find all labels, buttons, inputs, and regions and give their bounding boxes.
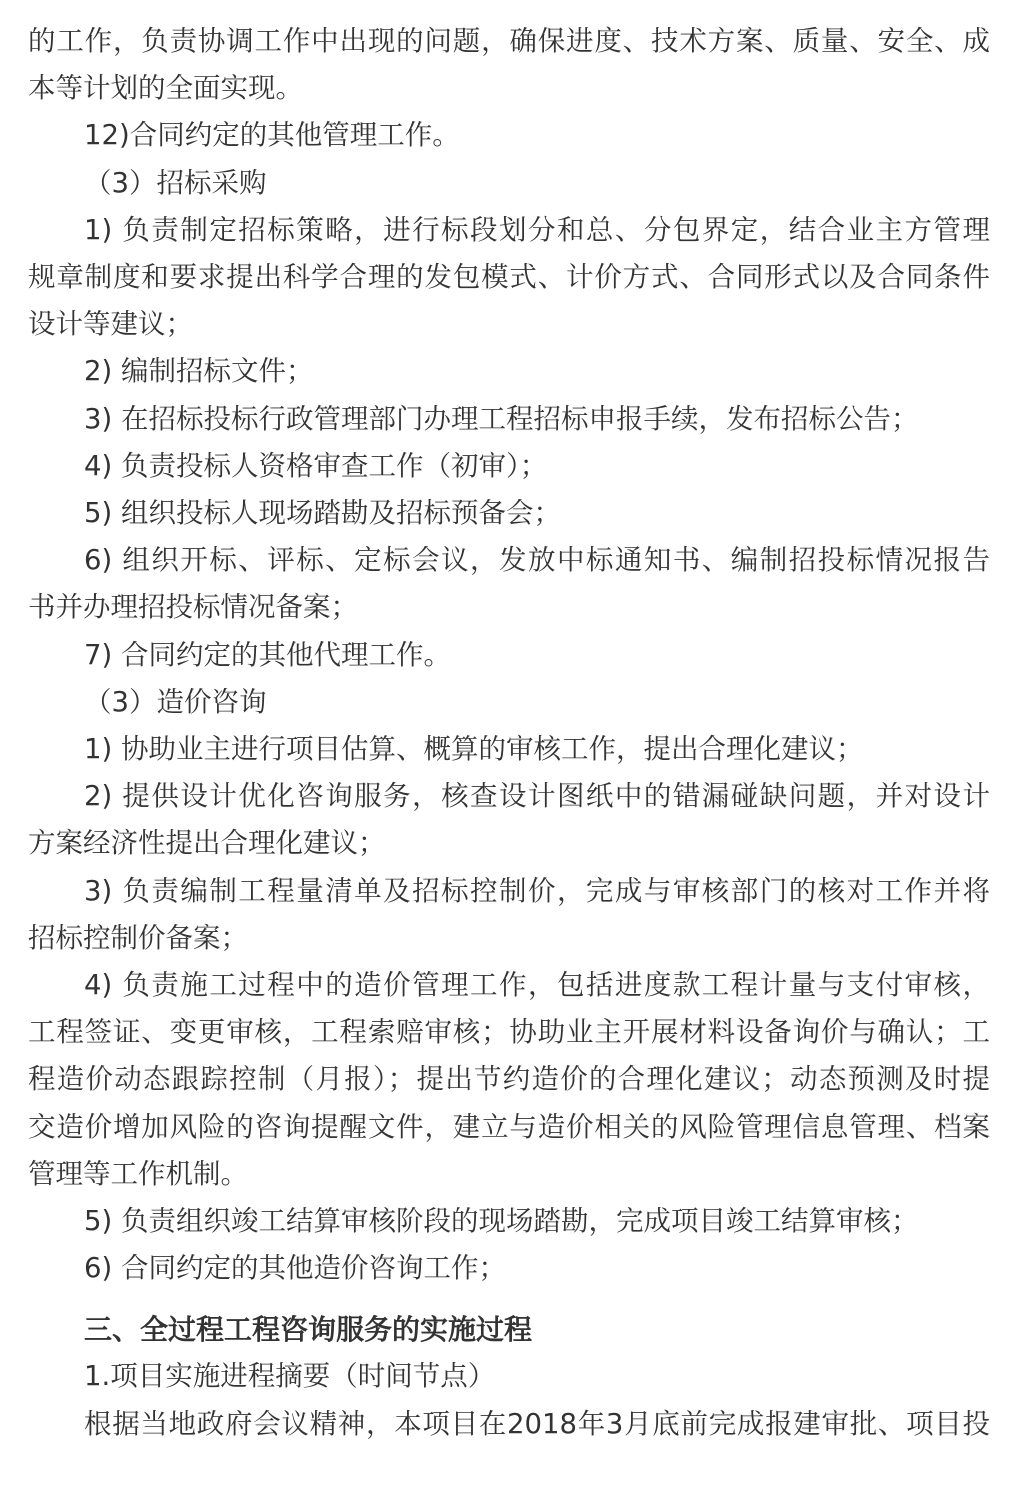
text-line: 规章制度和要求提出科学合理的发包模式、计价方式、合同形式以及合同条件 xyxy=(28,261,990,294)
text-line: 1) 协助业主进行项目估算、概算的审核工作，提出合理化建议； xyxy=(84,733,864,766)
text-line: 工程签证、变更审核，工程索赔审核；协助业主开展材料设备询价与确认；工 xyxy=(28,1016,990,1049)
text-line: 12)合同约定的其他管理工作。 xyxy=(84,119,460,152)
text-line: 5) 负责组织竣工结算审核阶段的现场踏勘，完成项目竣工结算审核； xyxy=(84,1205,919,1238)
section-heading: 三、全过程工程咨询服务的实施过程 xyxy=(84,1313,533,1347)
text-line: 4) 负责施工过程中的造价管理工作，包括进度款工程计量与支付审核， xyxy=(84,969,990,1002)
text-line: 1) 负责制定招标策略，进行标段划分和总、分包界定，结合业主方管理 xyxy=(84,213,990,246)
text-line: 4) 负责投标人资格审查工作（初审）； xyxy=(84,449,548,482)
document-page xyxy=(28,18,990,1448)
document-body-after-heading xyxy=(28,1353,990,1447)
document-body xyxy=(28,18,990,1292)
text-line: 3) 在招标投标行政管理部门办理工程招标申报手续，发布招标公告； xyxy=(84,402,919,435)
text-line: 管理等工作机制。 xyxy=(28,1157,248,1190)
text-line: 招标控制价备案； xyxy=(28,921,248,954)
text-line: 程造价动态跟踪控制（月报）；提出节约造价的合理化建议；动态预测及时提 xyxy=(28,1063,990,1096)
text-line: 2) 编制招标文件； xyxy=(84,355,314,388)
text-line: （3）造价咨询 xyxy=(84,685,267,718)
text-line: 6) 组织开标、评标、定标会议，发放中标通知书、编制招投标情况报告 xyxy=(84,544,990,577)
text-line: 7) 合同约定的其他代理工作。 xyxy=(84,638,451,671)
text-line: 根据当地政府会议精神，本项目在2018年3月底前完成报建审批、项目投 xyxy=(84,1407,990,1440)
text-line: 5) 组织投标人现场踏勘及招标预备会； xyxy=(84,497,561,530)
text-line: 方案经济性提出合理化建议； xyxy=(28,827,386,860)
text-line: （3）招标采购 xyxy=(84,166,267,199)
text-line: 设计等建议； xyxy=(28,308,193,341)
text-line: 3) 负责编制工程量清单及招标控制价，完成与审核部门的核对工作并将 xyxy=(84,874,990,907)
text-line: 本等计划的全面实现。 xyxy=(28,72,303,105)
text-line: 2) 提供设计优化咨询服务，核查设计图纸中的错漏碰缺问题，并对设计 xyxy=(84,780,990,813)
text-line: 书并办理招投标情况备案； xyxy=(28,591,358,624)
text-line: 6) 合同约定的其他造价咨询工作； xyxy=(84,1252,506,1285)
text-line: 交造价增加风险的咨询提醒文件，建立与造价相关的风险管理信息管理、档案 xyxy=(28,1110,990,1143)
text-line: 的工作，负责协调工作中出现的问题，确保进度、技术方案、质量、安全、成 xyxy=(28,25,990,57)
text-line: 1.项目实施进程摘要（时间节点） xyxy=(84,1360,496,1393)
